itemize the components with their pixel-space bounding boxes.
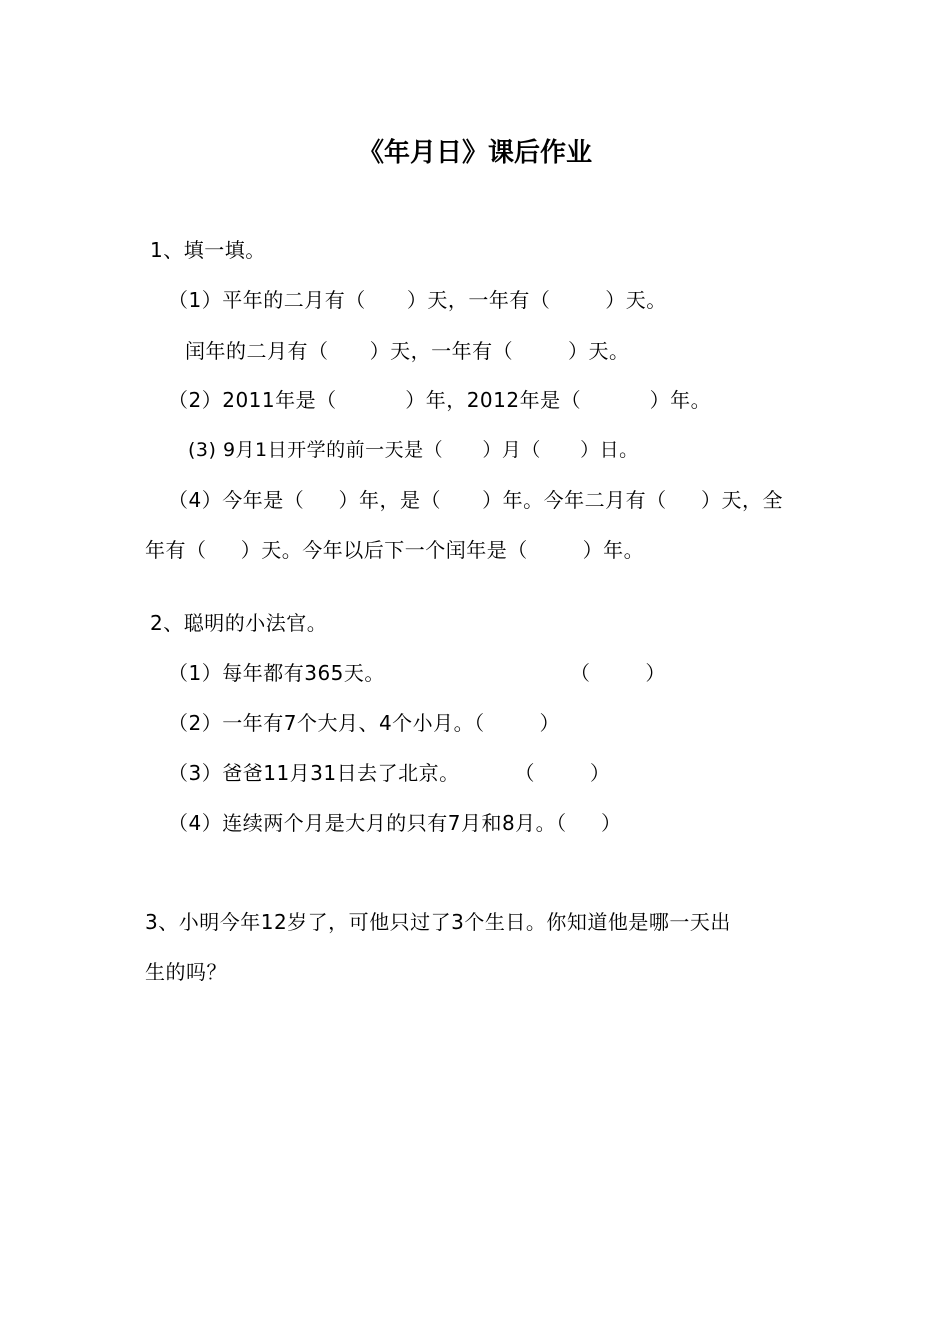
section1-item2: （2）2011年是（ ）年，2012年是（ ）年。 <box>168 388 712 412</box>
section2-item2: （2）一年有7个大月、4个小月。（ ） <box>168 711 561 735</box>
section1-item1-line2: 闰年的二月有（ ）天，一年有（ ）天。 <box>185 339 630 363</box>
section1-heading: 1、填一填。 <box>150 238 266 262</box>
section2-item3: （3）爸爸11月31日去了北京。 （ ） <box>168 761 611 785</box>
section1-item4-line2: 年有（ ）天。今年以后下一个闰年是（ ）年。 <box>145 538 645 562</box>
section2-item1: （1）每年都有365天。 （ ） <box>168 661 666 685</box>
section1-item1-line1: （1）平年的二月有（ ）天，一年有（ ）天。 <box>168 288 667 312</box>
section2-item4: （4）连续两个月是大月的只有7月和8月。（ ） <box>168 811 622 835</box>
section3-question-line1: 3、小明今年12岁了，可他只过了3个生日。你知道他是哪一天出 <box>145 910 731 934</box>
section3-question-line2: 生的吗？ <box>145 960 227 984</box>
section2-heading: 2、聪明的小法官。 <box>150 611 328 635</box>
page-title: 《年月日》课后作业 <box>357 138 592 168</box>
section1-item4-line1: （4）今年是（ ）年，是（ ）年。今年二月有（ ）天，全 <box>168 488 783 512</box>
section1-item3: (3) 9月1日开学的前一天是（ ）月（ ）日。 <box>188 439 639 461</box>
